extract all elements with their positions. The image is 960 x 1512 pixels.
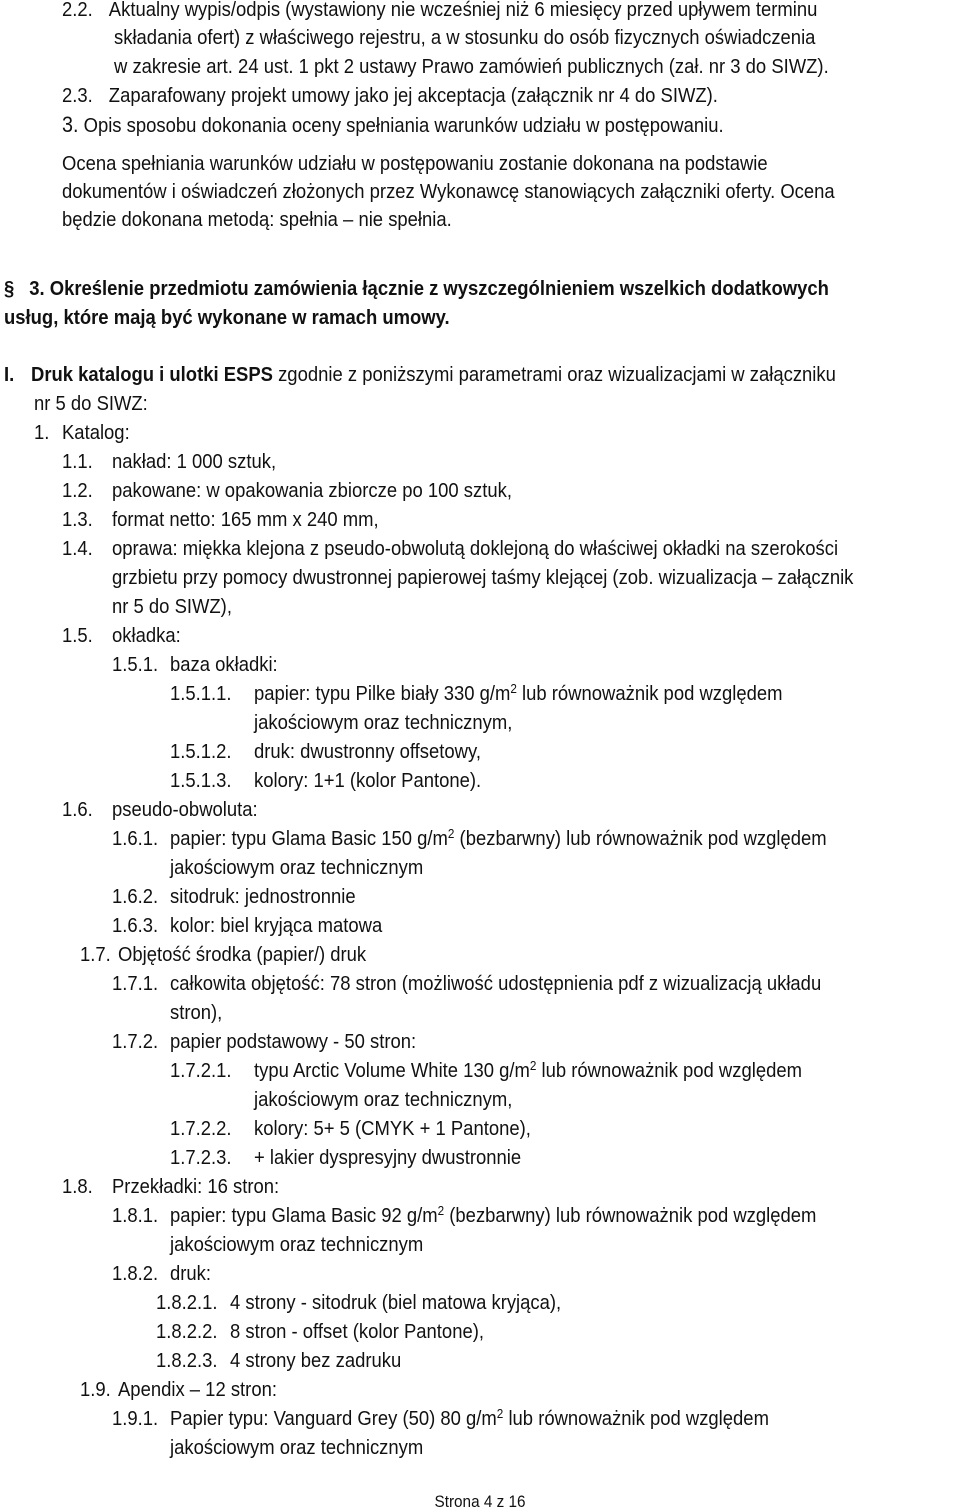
item-text-tail: (bezbarwny) lub równoważnik pod względem: [444, 1204, 817, 1227]
item-number: 1.: [34, 421, 50, 444]
list-item: [170, 1144, 521, 1172]
paragraph-3-heading-line-1: [4, 275, 829, 303]
list-item: [112, 1028, 416, 1056]
item-number: 1.8.2.2.: [156, 1320, 218, 1343]
item-text: pakowane: w opakowania zbiorcze po 100 sztuk,: [111, 479, 512, 502]
item-text: kolor: biel kryjąca matowa: [169, 914, 383, 937]
item-number: 1.8.: [62, 1175, 93, 1198]
list-item: [156, 1318, 484, 1346]
list-item: [254, 1086, 512, 1114]
item-text: papier: typu Glama Basic 92 g/m: [169, 1204, 438, 1227]
list-item: [170, 1115, 531, 1143]
item-text: grzbietu przy pomocy dwustronnej papierowej taśmy klejącej (zob. wizualizacja – załącznik: [112, 566, 854, 589]
item-number: 1.8.2.1.: [156, 1291, 218, 1314]
list-item: [112, 970, 821, 998]
section-3-paragraph-line-1: Ocena spełniania warunków udziału w postępowaniu zostanie dokonana na podstawie: [62, 152, 768, 175]
item-number: 1.3.: [62, 508, 93, 531]
superscript: 2: [437, 1203, 445, 1218]
item-number: 1.7.2.3.: [170, 1146, 232, 1169]
item-2-2-line-1: [62, 0, 817, 24]
list-item: [80, 1376, 277, 1404]
part-description: zgodnie z poniższymi parametrami oraz wizualizacjami w załączniku: [272, 363, 836, 386]
item-number: 1.4.: [62, 537, 93, 560]
item-text: stron),: [170, 1001, 223, 1024]
item-number: 1.7.1.: [112, 972, 159, 995]
item-text: Zaparafowany projekt umowy jako jej akceptacja (załącznik nr 4 do SIWZ).: [108, 84, 718, 107]
superscript: 2: [510, 681, 517, 696]
list-item: [80, 941, 366, 969]
item-number: 1.7.2.: [112, 1030, 159, 1053]
list-item: [112, 912, 382, 940]
list-item: [112, 564, 853, 592]
part-title: Druk katalogu i ulotki ESPS: [31, 363, 273, 386]
item-text: papier podstawowy - 50 stron:: [169, 1030, 417, 1053]
item-text: papier: typu Glama Basic 150 g/m: [169, 827, 448, 850]
item-text: całkowita objętość: 78 stron (możliwość udostępnienia pdf z wizualizacją układu: [169, 972, 822, 995]
list-item: [170, 854, 423, 882]
item-text: kolory: 5+ 5 (CMYK + 1 Pantone),: [253, 1117, 531, 1140]
item-text: Objętość środka (papier/) druk: [117, 943, 367, 966]
item-text-tail: lub równoważnik pod względem: [503, 1407, 769, 1430]
section-title: Opis sposobu dokonania oceny spełniania warunków udziału w postępowaniu.: [83, 114, 724, 137]
item-text: Aktualny wypis/odpis (wystawiony nie wcześniej niż 6 miesięcy przed upływem terminu: [108, 0, 818, 21]
item-text: jakościowym oraz technicznym: [170, 1436, 424, 1459]
item-number: 2.2.: [62, 0, 93, 21]
item-number: 1.2.: [62, 479, 93, 502]
item-text: jakościowym oraz technicznym: [170, 856, 424, 879]
list-item: [112, 883, 356, 911]
section-3-paragraph-line-3: będzie dokonana metodą: spełnia – nie spełnia.: [62, 208, 452, 231]
item-number: 1.7.2.2.: [170, 1117, 232, 1140]
item-text: Apendix – 12 stron:: [117, 1378, 277, 1401]
superscript: 2: [529, 1058, 537, 1073]
item-number: 1.6.1.: [112, 827, 159, 850]
part-I-line-1: [4, 361, 836, 389]
item-text: 4 strony bez zadruku: [229, 1349, 402, 1372]
item-text: Katalog:: [61, 421, 130, 444]
paragraph-title: 3. Określenie przedmiotu zamówienia łącznie z wyszczególnieniem wszelkich dodatkowych: [29, 277, 829, 300]
item-text: Papier typu: Vanguard Grey (50) 80 g/m: [169, 1407, 497, 1430]
item-text: baza okładki:: [169, 653, 278, 676]
list-item: [170, 680, 783, 708]
item-text: pseudo-obwoluta:: [111, 798, 258, 821]
item-number: 1.5.1.3.: [170, 769, 232, 792]
item-text: nakład: 1 000 sztuk,: [111, 450, 277, 473]
list-item: [170, 738, 481, 766]
item-number: 1.5.1.1.: [170, 682, 232, 705]
item-2-2-line-3: w zakresie art. 24 ust. 1 pkt 2 ustawy Prawo zamówień publicznych (zał. nr 3 do SIWZ).: [114, 55, 829, 78]
list-item: [62, 796, 258, 824]
item-text: sitodruk: jednostronnie: [169, 885, 356, 908]
item-text: + lakier dyspresyjny dwustronnie: [253, 1146, 522, 1169]
item-text: nr 5 do SIWZ),: [112, 595, 232, 618]
list-item: [170, 999, 222, 1027]
item-text: Przekładki: 16 stron:: [111, 1175, 280, 1198]
item-text: druk:: [169, 1262, 212, 1285]
item-number: 1.6.: [62, 798, 93, 821]
page-number-footer: Strona 4 z 16: [434, 1492, 526, 1511]
item-number: 1.7.2.1.: [170, 1059, 232, 1082]
item-number: 2.3.: [62, 84, 93, 107]
item-text-tail: lub równoważnik pod względem: [536, 1059, 802, 1082]
list-item: [112, 1405, 769, 1433]
superscript: 2: [496, 1406, 504, 1421]
item-text: okładka:: [111, 624, 181, 647]
item-text: papier: typu Pilke biały 330 g/m: [253, 682, 511, 705]
list-item: [62, 477, 512, 505]
superscript: 2: [447, 826, 455, 841]
item-text: 8 stron - offset (kolor Pantone),: [229, 1320, 484, 1343]
item-text: jakościowym oraz technicznym: [170, 1233, 424, 1256]
item-number: 1.5.1.: [112, 653, 159, 676]
item-text: 4 strony - sitodruk (biel matowa kryjąca),: [229, 1291, 562, 1314]
item-number: 1.5.: [62, 624, 93, 647]
section-symbol: §: [4, 277, 15, 300]
list-item: [62, 1173, 279, 1201]
list-item: [112, 651, 278, 679]
item-number: 1.6.3.: [112, 914, 159, 937]
item-text-tail: (bezbarwny) lub równoważnik pod względem: [454, 827, 827, 850]
list-item: [170, 767, 481, 795]
section-3-paragraph-line-2: dokumentów i oświadczeń złożonych przez Wykonawcę stanowiących załączniki oferty. Ocena: [62, 180, 835, 203]
list-item: [112, 825, 827, 853]
item-text: typu Arctic Volume White 130 g/m: [253, 1059, 530, 1082]
list-item: [112, 593, 232, 621]
item-number: 1.5.1.2.: [170, 740, 232, 763]
item-number: 1.1.: [62, 450, 93, 473]
item-2-2-line-2: składania ofert) z właściwego rejestru, a w stosunku do osób fizycznych oświadczenia: [114, 26, 816, 49]
section-number: 3.: [62, 112, 79, 137]
list-item: [112, 1202, 816, 1230]
item-text: druk: dwustronny offsetowy,: [253, 740, 481, 763]
item-text: jakościowym oraz technicznym,: [254, 711, 513, 734]
item-number: 1.8.1.: [112, 1204, 159, 1227]
list-item: [156, 1289, 561, 1317]
list-item: [170, 1057, 802, 1085]
list-item: [62, 506, 379, 534]
item-number: 1.9.: [80, 1378, 111, 1401]
list-item: [62, 622, 181, 650]
list-item: [254, 709, 512, 737]
part-number: I.: [4, 363, 15, 386]
item-text: jakościowym oraz technicznym,: [254, 1088, 513, 1111]
item-text: oprawa: miękka klejona z pseudo-obwolutą doklejoną do właściwej okładki na szerokości: [111, 537, 839, 560]
item-text: kolory: 1+1 (kolor Pantone).: [253, 769, 482, 792]
part-I-line-2: nr 5 do SIWZ:: [34, 392, 148, 415]
list-item: [34, 419, 130, 447]
list-item: [156, 1347, 401, 1375]
item-text-tail: lub równoważnik pod względem: [516, 682, 783, 705]
item-text: format netto: 165 mm x 240 mm,: [111, 508, 379, 531]
item-2-3: [62, 82, 718, 110]
list-item: [62, 535, 838, 563]
list-item: [170, 1231, 423, 1259]
list-item: [170, 1434, 423, 1462]
item-number: 1.8.2.: [112, 1262, 159, 1285]
item-number: 1.9.1.: [112, 1407, 159, 1430]
paragraph-3-heading-line-2: usług, które mają być wykonane w ramach umowy.: [4, 306, 450, 329]
list-item: [62, 448, 276, 476]
section-3-heading: [62, 111, 724, 139]
list-item: [112, 1260, 211, 1288]
item-number: 1.6.2.: [112, 885, 159, 908]
item-number: 1.8.2.3.: [156, 1349, 218, 1372]
item-number: 1.7.: [80, 943, 111, 966]
